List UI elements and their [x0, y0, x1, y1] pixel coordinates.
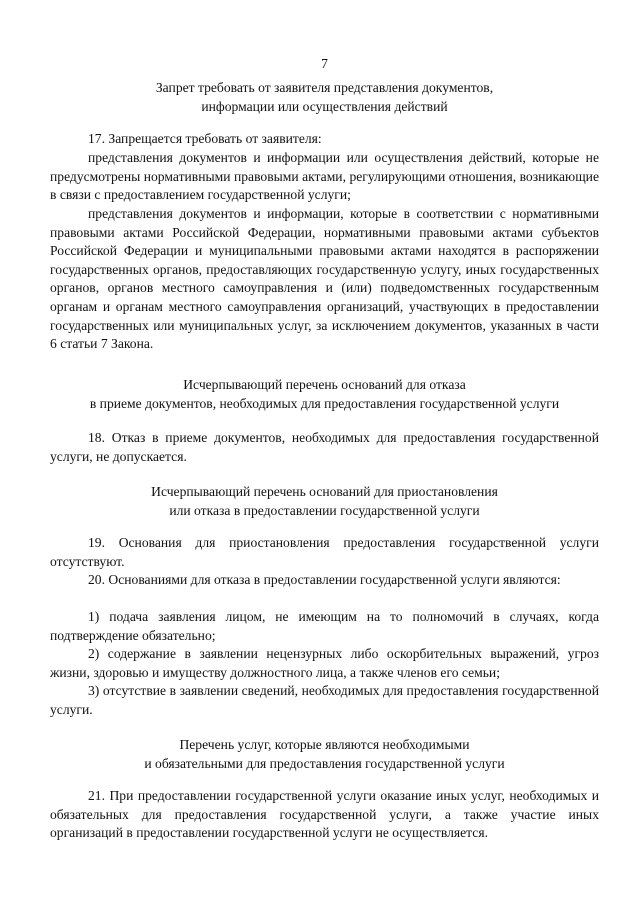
- paragraph-20: 20. Основаниями для отказа в предоставлении государственной услуги являются:: [88, 572, 561, 587]
- paragraph-19: 19. Основания для приостановления предоставления государственной услуги отсутствуют.: [50, 535, 599, 569]
- heading-line: Запрет требовать от заявителя представления документов,: [155, 80, 494, 95]
- paragraph-18: 18. Отказ в приеме документов, необходимых для предоставления государственной услуги, не допускается.: [50, 430, 599, 464]
- heading-line: Исчерпывающий перечень оснований для приостановления: [151, 484, 498, 499]
- heading-line: или отказа в предоставлении государственной услуги: [169, 502, 480, 518]
- paragraph-21: 21. При предоставлении государственной услуги оказание иных услуг, необходимых и обязательных для предоставления государственной услуги, а также участие иных организаций в предоставлении государственной услуги не осуществляется.: [50, 788, 599, 841]
- heading-line: в приеме документов, необходимых для предоставления государственной услуги: [89, 395, 560, 411]
- heading-prohibition: [50, 79, 599, 116]
- heading-suspension-reasons: [50, 483, 599, 520]
- heading-required-services: [50, 736, 599, 773]
- heading-line: Перечень услуг, которые являются необходимыми: [179, 737, 470, 752]
- paragraph-17-intro: 17. Запрещается требовать от заявителя:: [88, 131, 322, 146]
- heading-line: и обязательными для предоставления государственной услуги: [144, 755, 505, 771]
- paragraph-20-item-3: 3) отсутствие в заявлении сведений, необходимых для предоставления государственной услуги.: [50, 683, 599, 717]
- paragraph-20-item-2: 2) содержание в заявлении нецензурных либо оскорбительных выражений, угроз жизни, здоровью и имуществу должностного лица, а также членов его семьи;: [50, 646, 599, 680]
- heading-line: информации или осуществления действий: [201, 98, 448, 114]
- paragraph-17-item-b: представления документов и информации, которые в соответствии с нормативными правовыми актами Российской Федерации, нормативными правовыми актами субъектов Российской Федерации и муниципальными правовыми актами находятся в распоряжении государственных органов, предоставляющих государственную услугу, иных государственных органов, органов местного самоуправления и (или) подведомственных государственным органам и органам местного самоуправления организаций, участвующих в предоставлении государственных или муниципальных услуг, за исключением документов, указанных в части 6 статьи 7 Закона.: [50, 206, 599, 352]
- heading-line: Исчерпывающий перечень оснований для отказа: [183, 377, 466, 392]
- paragraph-17-item-a: представления документов и информации или осуществления действий, которые не предусмотрены нормативными правовыми актами, регулирующими отношения, возникающие в связи с предоставлением государственной услуги;: [50, 150, 599, 203]
- heading-refusal-reasons: [50, 376, 599, 413]
- page-number: 7: [321, 56, 328, 71]
- paragraph-20-item-1: 1) подача заявления лицом, не имеющим на то полномочий в случаях, когда подтверждение обязательно;: [50, 609, 599, 643]
